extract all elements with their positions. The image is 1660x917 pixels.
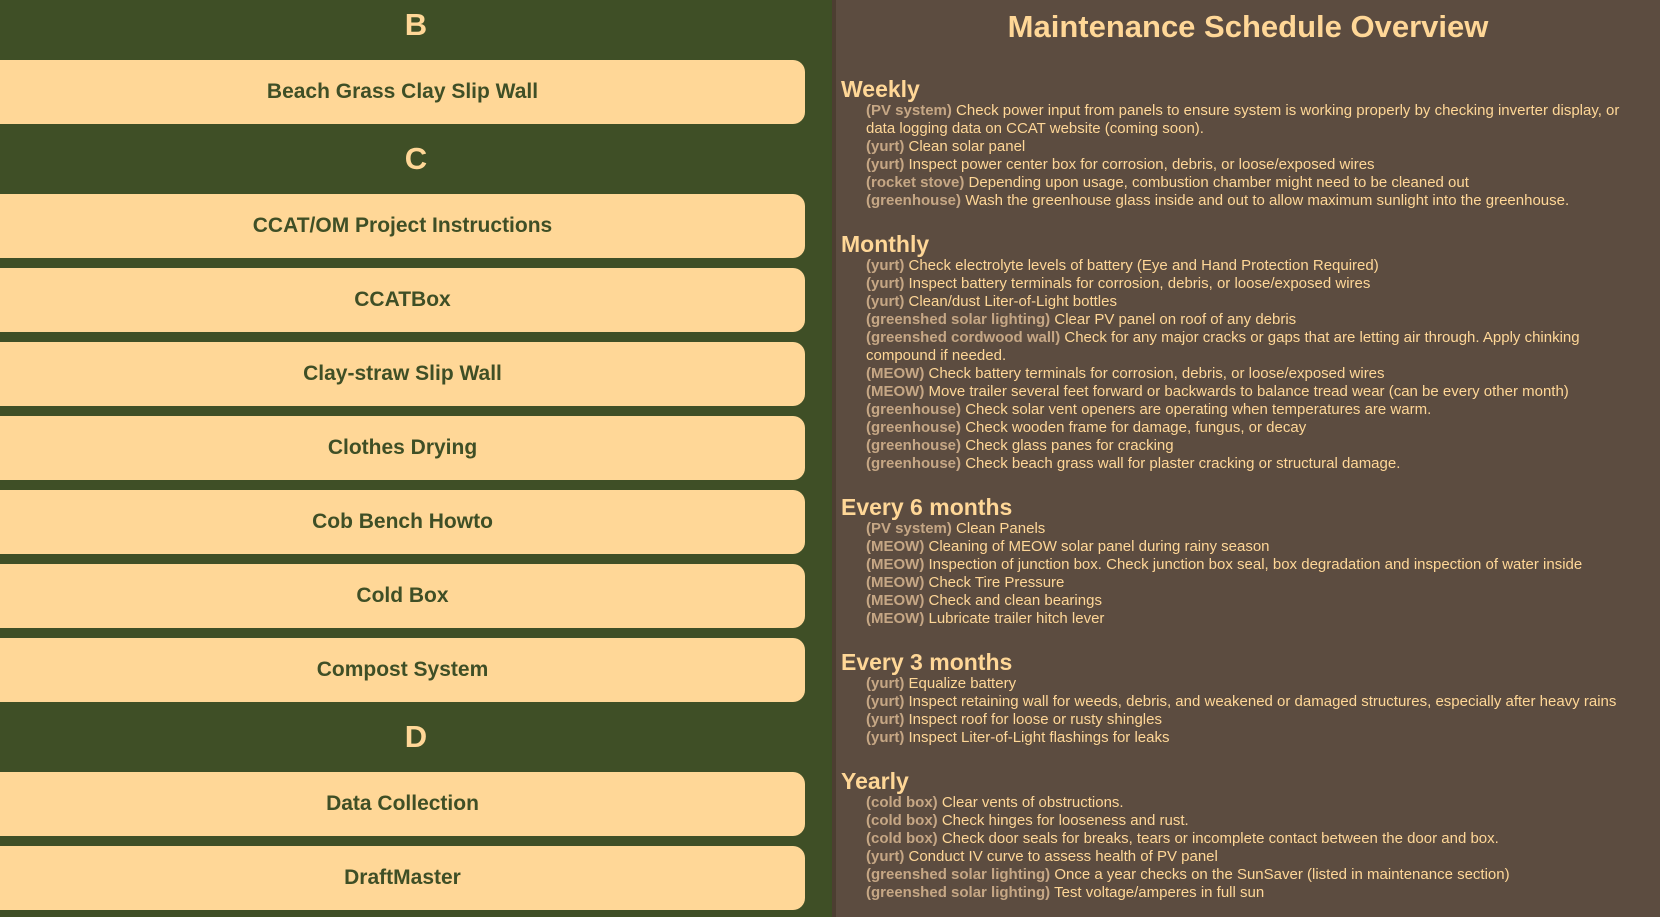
task-category-tag: (yurt) [866, 138, 905, 155]
task-category-tag: (MEOW) [866, 365, 925, 382]
task-text: Move trailer several feet forward or backwards to balance tread wear (can be every other month) [928, 383, 1569, 400]
task-item [866, 830, 1660, 848]
task-text: Lubricate trailer hitch lever [928, 610, 1105, 627]
project-link-button[interactable]: DraftMaster [0, 846, 805, 910]
task-category-tag: (cold box) [866, 830, 938, 847]
task-item [866, 383, 1660, 401]
task-text: Inspect battery terminals for corrosion, debris, or loose/exposed wires [908, 275, 1371, 292]
task-text: Check wooden frame for damage, fungus, or decay [965, 419, 1307, 436]
task-item [866, 329, 1660, 365]
task-text: Once a year checks on the SunSaver (listed in maintenance section) [1054, 866, 1510, 883]
task-text: Check for any major cracks or gaps that are letting air through. Apply chinking compound if needed. [866, 329, 1580, 364]
task-item [866, 693, 1660, 711]
task-category-tag: (yurt) [866, 729, 905, 746]
task-category-tag: (PV system) [866, 520, 952, 537]
section-heading: Monthly [841, 231, 930, 257]
section-heading: Weekly [841, 76, 920, 102]
section-heading: Every 3 months [841, 649, 1013, 675]
task-category-tag: (MEOW) [866, 556, 925, 573]
task-category-tag: (greenhouse) [866, 437, 962, 454]
task-category-tag: (greenshed cordwood wall) [866, 329, 1061, 346]
task-text: Check beach grass wall for plaster cracking or structural damage. [965, 455, 1401, 472]
task-text: Check door seals for breaks, tears or incomplete contact between the door and box. [941, 830, 1499, 847]
task-category-tag: (yurt) [866, 293, 905, 310]
task-item [866, 675, 1660, 693]
index-letter-heading: B [404, 7, 428, 42]
task-text: Inspect roof for loose or rusty shingles [908, 711, 1162, 728]
task-category-tag: (greenhouse) [866, 419, 962, 436]
page-title: Maintenance Schedule Overview [1007, 9, 1489, 44]
task-item [866, 592, 1660, 610]
task-text: Clear PV panel on roof of any debris [1054, 311, 1297, 328]
project-link-button[interactable]: Data Collection [0, 772, 805, 836]
task-item [866, 794, 1660, 812]
task-item [866, 556, 1660, 574]
task-list [836, 102, 1660, 210]
task-category-tag: (MEOW) [866, 610, 925, 627]
project-link-button[interactable]: Beach Grass Clay Slip Wall [0, 60, 805, 124]
task-item [866, 729, 1660, 747]
task-item [866, 884, 1660, 902]
project-link-button[interactable]: Clothes Drying [0, 416, 805, 480]
index-letter-heading: C [404, 141, 428, 176]
task-category-tag: (cold box) [866, 794, 938, 811]
task-item [866, 610, 1660, 628]
task-item [866, 365, 1660, 383]
task-category-tag: (greenhouse) [866, 192, 962, 209]
task-text: Inspect Liter-of-Light flashings for leaks [908, 729, 1170, 746]
task-item [866, 866, 1660, 884]
task-category-tag: (greenshed solar lighting) [866, 866, 1051, 883]
task-category-tag: (MEOW) [866, 574, 925, 591]
task-item [866, 257, 1660, 275]
section-heading: Yearly [841, 768, 909, 794]
task-item [866, 192, 1660, 210]
task-item [866, 102, 1660, 138]
maintenance-schedule-panel [836, 0, 1660, 917]
task-text: Check and clean bearings [928, 592, 1102, 609]
task-list [836, 794, 1660, 902]
task-category-tag: (rocket stove) [866, 174, 965, 191]
task-item [866, 174, 1660, 192]
task-category-tag: (greenhouse) [866, 401, 962, 418]
task-text: Cleaning of MEOW solar panel during rainy season [928, 538, 1270, 555]
task-text: Test voltage/amperes in full sun [1054, 884, 1265, 901]
task-item [866, 848, 1660, 866]
task-category-tag: (greenhouse) [866, 455, 962, 472]
schedule-section [836, 76, 1660, 210]
task-text: Clean/dust Liter-of-Light bottles [908, 293, 1117, 310]
task-text: Check glass panes for cracking [965, 437, 1174, 454]
task-category-tag: (yurt) [866, 156, 905, 173]
task-item [866, 156, 1660, 174]
project-link-button[interactable]: Clay-straw Slip Wall [0, 342, 805, 406]
task-category-tag: (yurt) [866, 711, 905, 728]
task-list [836, 675, 1660, 747]
task-text: Check battery terminals for corrosion, debris, or loose/exposed wires [928, 365, 1385, 382]
task-item [866, 401, 1660, 419]
task-item [866, 520, 1660, 538]
task-text: Depending upon usage, combustion chamber might need to be cleaned out [968, 174, 1469, 191]
task-item [866, 574, 1660, 592]
task-text: Conduct IV curve to assess health of PV panel [908, 848, 1218, 865]
task-category-tag: (cold box) [866, 812, 938, 829]
task-text: Check electrolyte levels of battery (Eye and Hand Protection Required) [908, 257, 1379, 274]
task-list [836, 257, 1660, 473]
task-text: Clean Panels [956, 520, 1046, 537]
task-category-tag: (yurt) [866, 275, 905, 292]
task-item [866, 311, 1660, 329]
schedule-section [836, 768, 1660, 902]
task-text: Check Tire Pressure [928, 574, 1065, 591]
task-category-tag: (yurt) [866, 848, 905, 865]
task-category-tag: (MEOW) [866, 383, 925, 400]
task-category-tag: (PV system) [866, 102, 952, 119]
task-text: Inspection of junction box. Check junction box seal, box degradation and inspection of water inside [928, 556, 1583, 573]
project-link-button[interactable]: Cob Bench Howto [0, 490, 805, 554]
task-text: Inspect retaining wall for weeds, debris, and weakened or damaged structures, especially after heavy rains [908, 693, 1617, 710]
task-text: Check power input from panels to ensure system is working properly by checking inverter display, or data logging data on CCAT website (coming soon). [866, 102, 1620, 137]
task-text: Wash the greenhouse glass inside and out to allow maximum sunlight into the greenhouse. [965, 192, 1570, 209]
task-category-tag: (yurt) [866, 675, 905, 692]
task-item [866, 455, 1660, 473]
project-link-button[interactable]: Compost System [0, 638, 805, 702]
schedule-section [836, 649, 1660, 747]
task-category-tag: (yurt) [866, 693, 905, 710]
task-item [866, 419, 1660, 437]
schedule-sections [836, 76, 1660, 902]
task-item [866, 138, 1660, 156]
task-category-tag: (greenshed solar lighting) [866, 311, 1051, 328]
task-category-tag: (MEOW) [866, 592, 925, 609]
task-text: Clear vents of obstructions. [941, 794, 1124, 811]
task-text: Check solar vent openers are operating when temperatures are warm. [965, 401, 1432, 418]
task-category-tag: (MEOW) [866, 538, 925, 555]
task-category-tag: (greenshed solar lighting) [866, 884, 1051, 901]
task-item [866, 437, 1660, 455]
schedule-section [836, 231, 1660, 473]
task-item [866, 538, 1660, 556]
section-heading: Every 6 months [841, 494, 1013, 520]
project-link-button[interactable]: CCATBox [0, 268, 805, 332]
task-item [866, 293, 1660, 311]
index-letter-heading: D [404, 719, 428, 754]
task-list [836, 520, 1660, 628]
project-link-button[interactable]: Cold Box [0, 564, 805, 628]
task-item [866, 812, 1660, 830]
schedule-section [836, 494, 1660, 628]
task-text: Check hinges for looseness and rust. [941, 812, 1189, 829]
task-category-tag: (yurt) [866, 257, 905, 274]
task-item [866, 275, 1660, 293]
task-text: Inspect power center box for corrosion, debris, or loose/exposed wires [908, 156, 1375, 173]
project-link-button[interactable]: CCAT/OM Project Instructions [0, 194, 805, 258]
task-item [866, 711, 1660, 729]
task-text: Clean solar panel [908, 138, 1026, 155]
task-text: Equalize battery [908, 675, 1017, 692]
